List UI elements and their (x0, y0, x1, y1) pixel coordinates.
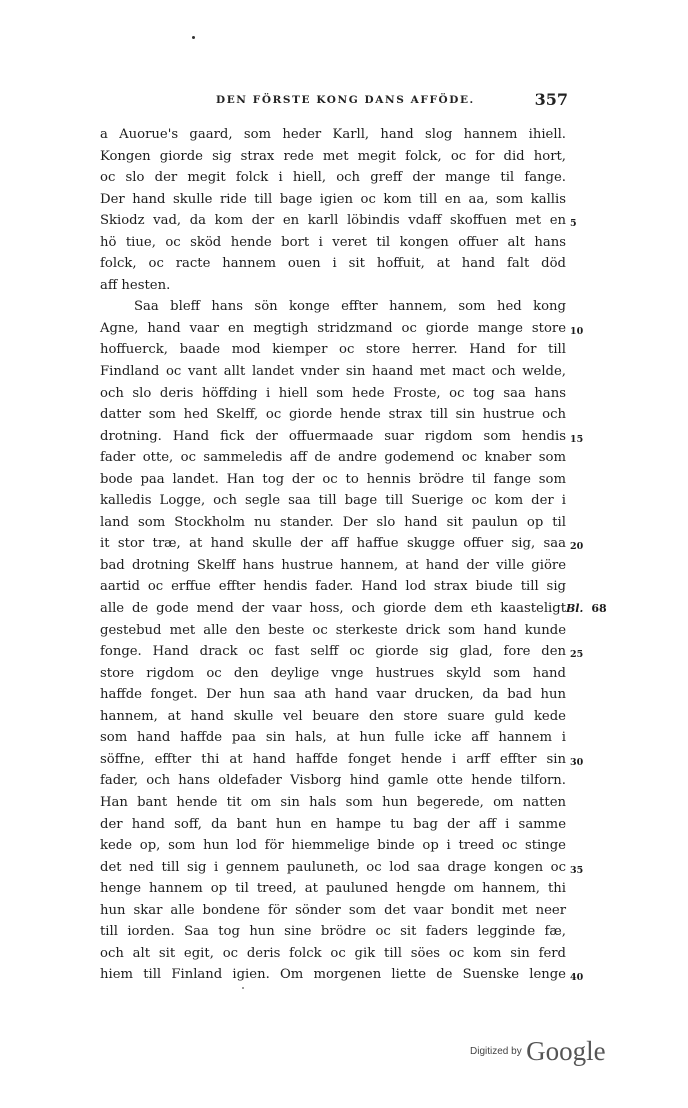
text-line (100, 878, 566, 900)
line-text: oc slo der megit folck i hiell, och greff der mange til fange. (100, 170, 566, 186)
text-line (100, 792, 566, 814)
line-text: alle de gode mend der vaar hoss, och giorde dem eth kaasteligt (100, 601, 566, 617)
line-text: drotning. Hand fick der offuermaade suar rigdom som hendis (100, 428, 566, 444)
line-text: it stor træ, at hand skulle der aff haffue skugge offuer sig, saa (100, 536, 566, 552)
running-title: DEN FÖRSTE KONG DANS AFFÖDE. (216, 94, 475, 106)
line-text: fader, och hans oldefader Visborg hind gamle otte hende tilforn. (100, 773, 566, 789)
line-text: aff hesten. (100, 277, 171, 293)
digitized-footer (470, 1036, 606, 1067)
text-line (100, 684, 566, 706)
text-line (100, 339, 566, 361)
line-text: fonge. Hand drack oc fast selff oc giorde sig glad, fore den (100, 644, 566, 660)
text-line (100, 189, 566, 211)
line-text: bad drotning Skelff hans hustrue hannem, at hand der ville giöre (100, 557, 566, 573)
text-line (100, 835, 566, 857)
line-text: land som Stockholm nu stander. Der slo hand sit paulun op til (100, 514, 566, 530)
text-line (100, 253, 566, 275)
line-text: som hand haffde paa sin hals, at hun fulle icke aff hannem i (100, 730, 566, 746)
text-line (100, 706, 566, 728)
line-text: aartid oc erffue effter hendis fader. Hand lod strax biude till sig (100, 579, 566, 595)
text-line (100, 275, 566, 297)
line-number: 15 (570, 433, 584, 445)
text-line (100, 533, 584, 555)
line-text: store rigdom oc den deylige vnge hustrues skyld som hand (100, 665, 566, 681)
line-number: 5 (570, 218, 577, 230)
text-line (100, 469, 566, 491)
line-text: fader otte, oc sammeledis aff de andre godemend oc knaber som (100, 450, 566, 466)
text-line (100, 447, 566, 469)
text-line (100, 555, 566, 577)
line-text: hiem till Finland igien. Om morgenen liette de Suenske lenge (100, 967, 566, 983)
line-text: Skiodz vad, da kom der en karll löbindis vdaff skoffuen met en (100, 213, 566, 229)
text-line (100, 426, 584, 448)
google-logo: Google (526, 1036, 606, 1066)
line-text: bode paa landet. Han tog der oc to hennis brödre til fange som (100, 471, 566, 487)
text-line (100, 814, 566, 836)
text-body (100, 124, 607, 986)
line-number: 10 (570, 325, 584, 337)
text-line (100, 490, 566, 512)
text-line (100, 361, 566, 383)
text-line (100, 318, 584, 340)
line-text: till iorden. Saa tog hun sine brödre oc sit faders legginde fæ, (100, 924, 566, 940)
line-number: 20 (570, 541, 584, 553)
text-line (100, 900, 566, 922)
line-text: Der hand skulle ride till bage igien oc kom till en aa, som kallis (100, 191, 566, 207)
line-text: der hand soff, da bant hun en hampe tu bag der aff i samme (100, 816, 566, 832)
text-line (100, 641, 584, 663)
page-header (100, 92, 570, 112)
text-line (100, 146, 566, 168)
text-line (100, 576, 566, 598)
line-text: kalledis Logge, och segle saa till bage till Suerige oc kom der i (100, 493, 566, 509)
text-line (100, 512, 566, 534)
text-line (100, 296, 566, 318)
text-line (100, 124, 566, 146)
line-number: 35 (570, 864, 584, 876)
text-line (100, 383, 566, 405)
folio-number: 68 (591, 602, 607, 616)
line-text: Saa bleff hans sön konge effter hannem, som hed kong (134, 299, 566, 315)
text-line (100, 727, 566, 749)
folio-label: Bl. (566, 602, 584, 616)
text-line (100, 943, 566, 965)
line-text: och slo deris höffding i hiell som hede Froste, oc tog saa hans (100, 385, 566, 401)
speck-mark (192, 36, 195, 39)
line-text: Findland oc vant allt landet vnder sin haand met mact och welde, (100, 364, 566, 380)
text-line (100, 598, 607, 620)
text-line (100, 770, 566, 792)
line-number: 40 (570, 972, 584, 984)
line-number: 30 (570, 756, 584, 768)
line-text: Agne, hand vaar en megtigh stridzmand oc giorde mange store (100, 320, 566, 336)
line-text: a Auorue's gaard, som heder Karll, hand slog hannem ihiell. (100, 127, 566, 142)
line-text: haffde fonget. Der hun saa ath hand vaar drucken, da bad hun (100, 687, 566, 703)
line-text: hun skar alle bondene för sönder som det vaar bondit met neer (100, 902, 566, 918)
text-line (100, 167, 566, 189)
text-line (100, 232, 566, 254)
speck-mark (242, 987, 244, 989)
folio-marker (566, 598, 607, 620)
line-text: hannem, at hand skulle vel beuare den store suare guld kede (100, 708, 566, 724)
text-line (100, 404, 566, 426)
line-text: kede op, som hun lod för hiemmelige binde op i treed oc stinge (100, 838, 566, 854)
page-number: 357 (534, 90, 568, 109)
line-text: datter som hed Skelff, oc giorde hende strax till sin hustrue och (100, 407, 566, 423)
line-text: folck, oc racte hannem ouen i sit hoffuit, at hand falt död (100, 256, 566, 272)
text-line (100, 857, 584, 879)
text-line (100, 620, 566, 642)
line-text: det ned till sig i gennem pauluneth, oc lod saa drage kongen oc (100, 859, 566, 875)
line-text: Han bant hende tit om sin hals som hun begerede, om natten (100, 794, 566, 810)
text-line (100, 921, 566, 943)
line-text: hoffuerck, baade mod kiemper oc store herrer. Hand for till (100, 342, 566, 358)
text-line (100, 964, 584, 986)
text-line (100, 663, 566, 685)
line-text: söffne, effter thi at hand haffde fonget hende i arff effter sin (100, 751, 566, 767)
line-text: henge hannem op til treed, at pauluned hengde om hannem, thi (100, 881, 566, 897)
line-number: 25 (570, 649, 584, 661)
text-line (100, 749, 584, 771)
digitized-label: Digitized by (470, 1046, 522, 1057)
line-text: hö tiue, oc sköd hende bort i veret til kongen offuer alt hans (100, 234, 566, 250)
line-text: och alt sit egit, oc deris folck oc gik till söes oc kom sin ferd (100, 945, 566, 961)
line-text: gestebud met alle den beste oc sterkeste drick som hand kunde (100, 622, 566, 638)
text-line (100, 210, 577, 232)
line-text: Kongen giorde sig strax rede met megit folck, oc for did hort, (100, 148, 566, 164)
